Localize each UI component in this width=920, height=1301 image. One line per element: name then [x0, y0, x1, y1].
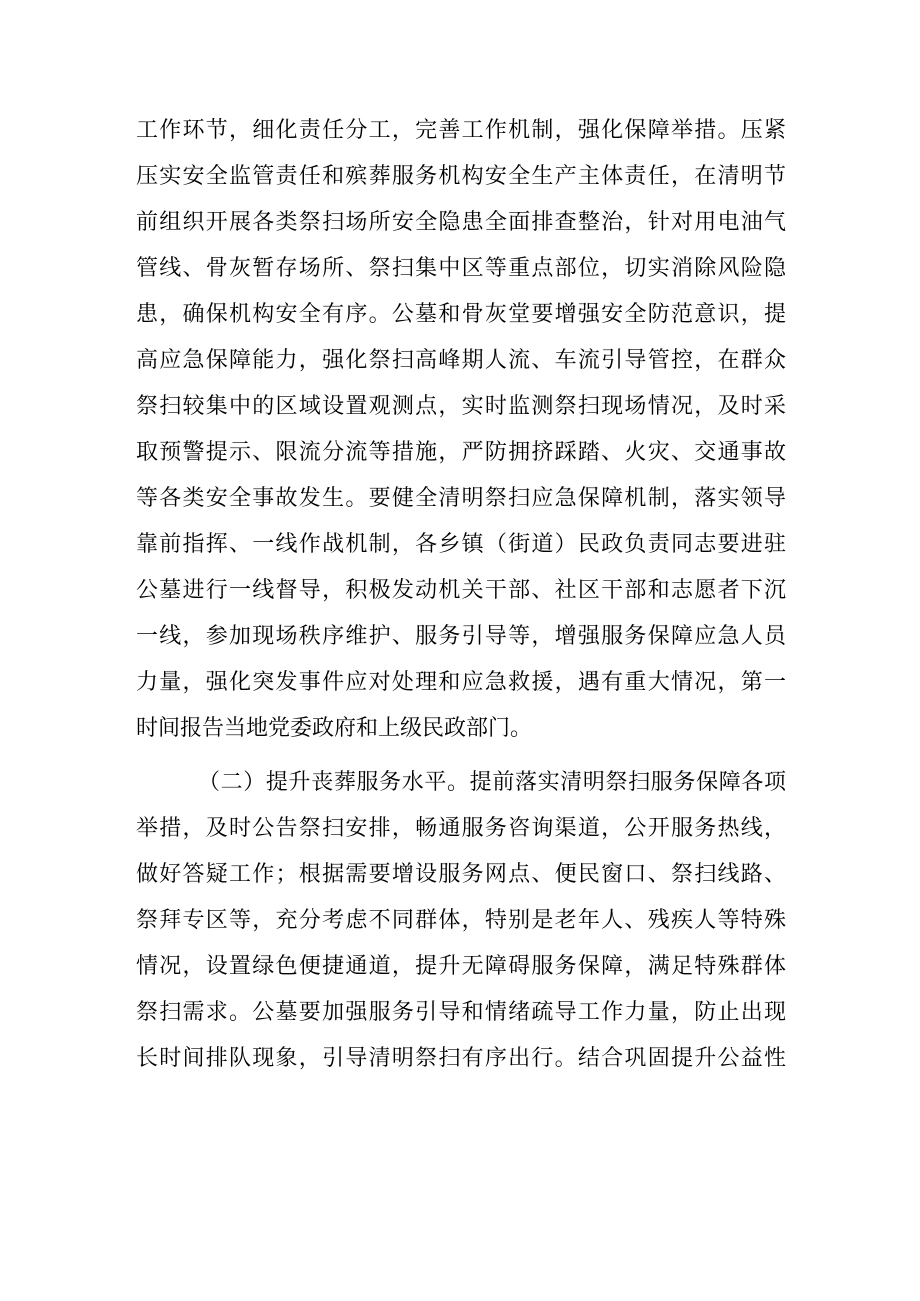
paragraph-2-line-4: 祭拜专区等，充分考虑不同群体，特别是老年人、残疾人等特殊 [136, 908, 786, 933]
paragraph-1-line-9: 等各类安全事故发生。要健全清明祭扫应急保障机制，落实领导 [136, 486, 786, 511]
paragraph-1-line-12: 一线，参加现场秩序维护、服务引导等，增强服务保障应急人员 [136, 624, 786, 649]
paragraph-1-line-10: 靠前指挥、一线作战机制，各乡镇（街道）民政负责同志要进驻 [136, 532, 786, 557]
paragraph-2-line-6: 祭扫需求。公墓要加强服务引导和情绪疏导工作力量，防止出现 [136, 1000, 786, 1025]
paragraph-1-line-3: 前组织开展各类祭扫场所安全隐患全面排查整治，针对用电油气 [136, 210, 786, 235]
paragraph-2-line-7: 长时间排队现象，引导清明祭扫有序出行。结合巩固提升公益性 [136, 1046, 786, 1071]
paragraph-1-line-2: 压实安全监管责任和殡葬服务机构安全生产主体责任，在清明节 [136, 164, 786, 189]
paragraph-2-line-2: 举措，及时公告祭扫安排，畅通服务咨询渠道，公开服务热线， [136, 816, 786, 841]
paragraph-1-line-8: 取预警提示、限流分流等措施，严防拥挤踩踏、火灾、交通事故 [136, 440, 786, 465]
paragraph-2-line-1: （二）提升丧葬服务水平。提前落实清明祭扫服务保障各项 [198, 770, 786, 795]
paragraph-2-line-5: 情况，设置绿色便捷通道，提升无障碍服务保障，满足特殊群体 [136, 954, 786, 979]
paragraph-1-line-13: 力量，强化突发事件应对处理和应急救援，遇有重大情况，第一 [136, 670, 786, 695]
paragraph-2-line-3: 做好答疑工作；根据需要增设服务网点、便民窗口、祭扫线路、 [136, 862, 786, 887]
paragraph-1-line-7: 祭扫较集中的区域设置观测点，实时监测祭扫现场情况，及时采 [136, 394, 786, 419]
paragraph-1-line-4: 管线、骨灰暂存场所、祭扫集中区等重点部位，切实消除风险隐 [136, 256, 786, 281]
paragraph-1-line-5: 患，确保机构安全有序。公墓和骨灰堂要增强安全防范意识，提 [136, 302, 786, 327]
paragraph-1-line-6: 高应急保障能力，强化祭扫高峰期人流、车流引导管控，在群众 [136, 348, 786, 373]
paragraph-1-line-11: 公墓进行一线督导，积极发动机关干部、社区干部和志愿者下沉 [136, 578, 786, 603]
paragraph-1-line-1: 工作环节，细化责任分工，完善工作机制，强化保障举措。压紧 [136, 118, 786, 143]
paragraph-1-line-14: 时间报告当地党委政府和上级民政部门。 [136, 716, 533, 741]
